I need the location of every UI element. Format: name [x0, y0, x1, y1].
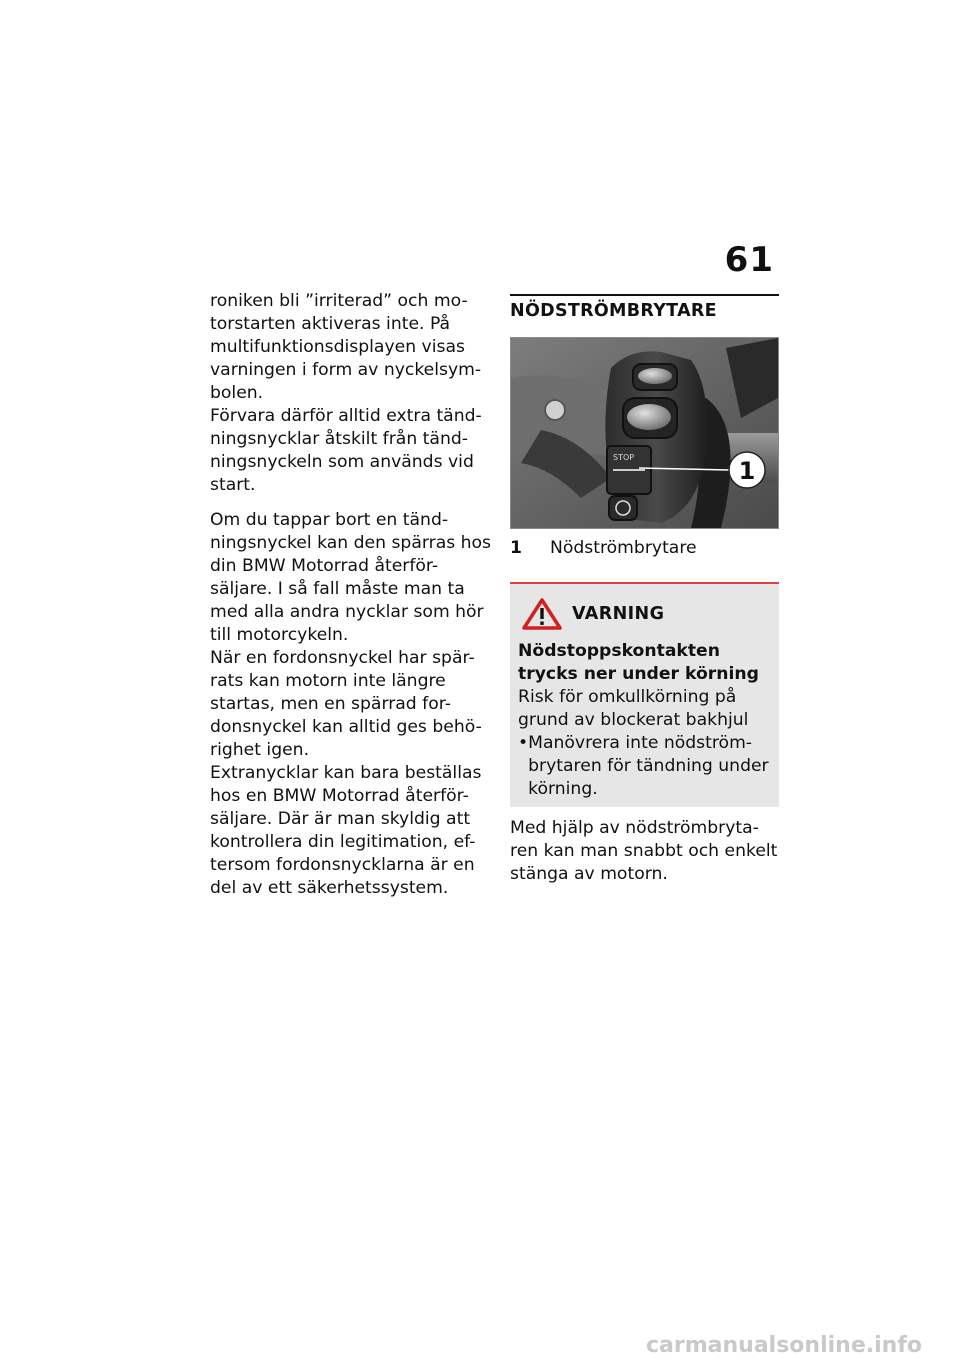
figure-caption	[510, 537, 779, 560]
caption-number: 1	[510, 538, 522, 558]
warning-header	[518, 598, 771, 630]
paragraph: Om du tappar bort en tänd-ningsnyckel kan den spärras hos din BMW Motorrad återför-säljare. I så fall måste man ta med alla andra nycklar som hör till motorcykeln.	[210, 510, 492, 645]
bullet-dot-icon: •	[518, 733, 529, 753]
caption-text: Nödströmbrytare	[550, 538, 697, 558]
page-number: 61	[724, 240, 774, 280]
paragraph: När en fordonsnyckel har spär-rats kan motorn inte längre startas, men en spärrad for-donsnyckel kan alltid ges behö-righet igen.	[210, 648, 482, 760]
paragraph: Förvara därför alltid extra tänd-ningsnycklar åtskilt från tänd-ningsnyckeln som används vid start.	[210, 406, 482, 495]
warning-triangle-icon	[522, 598, 562, 630]
warning-bullet	[518, 732, 771, 801]
right-column	[510, 294, 779, 886]
warning-box	[510, 582, 779, 807]
section-rule	[510, 294, 779, 296]
paragraph: Extranycklar kan bara beställas hos en BMW Motorrad återför-säljare. Där är man skyldig att kontrollera din legitimation, ef-tersom fordonsnycklarna är en del av ett säkerhetssystem.	[210, 763, 482, 898]
paragraph: roniken bli ”irriterad” och mo-torstarten aktiveras inte. På multifunktionsdisplayen visas varningen i form av nyckelsym-bolen.	[210, 291, 482, 403]
left-column	[210, 290, 492, 900]
watermark: carmanualsonline.info	[646, 1333, 922, 1358]
closing-paragraph: Med hjälp av nödströmbryta-ren kan man snabbt och enkelt stänga av motorn.	[510, 818, 778, 884]
section-title: NÖDSTRÖMBRYTARE	[510, 301, 717, 321]
callout-number: 1	[738, 457, 756, 485]
bullet-text: Manövrera inte nödström-brytaren för tändning under körning.	[528, 733, 769, 799]
warning-risk: Risk för omkullkörning på grund av blockerat bakhjul	[518, 687, 749, 730]
handlebar-switch-photo-icon	[511, 338, 778, 528]
warning-title: Nödstoppskontakten trycks ner under körning	[518, 641, 759, 684]
stop-label: STOP	[613, 453, 635, 462]
handlebar-switch-figure	[510, 337, 779, 529]
warning-label: VARNING	[572, 603, 665, 624]
